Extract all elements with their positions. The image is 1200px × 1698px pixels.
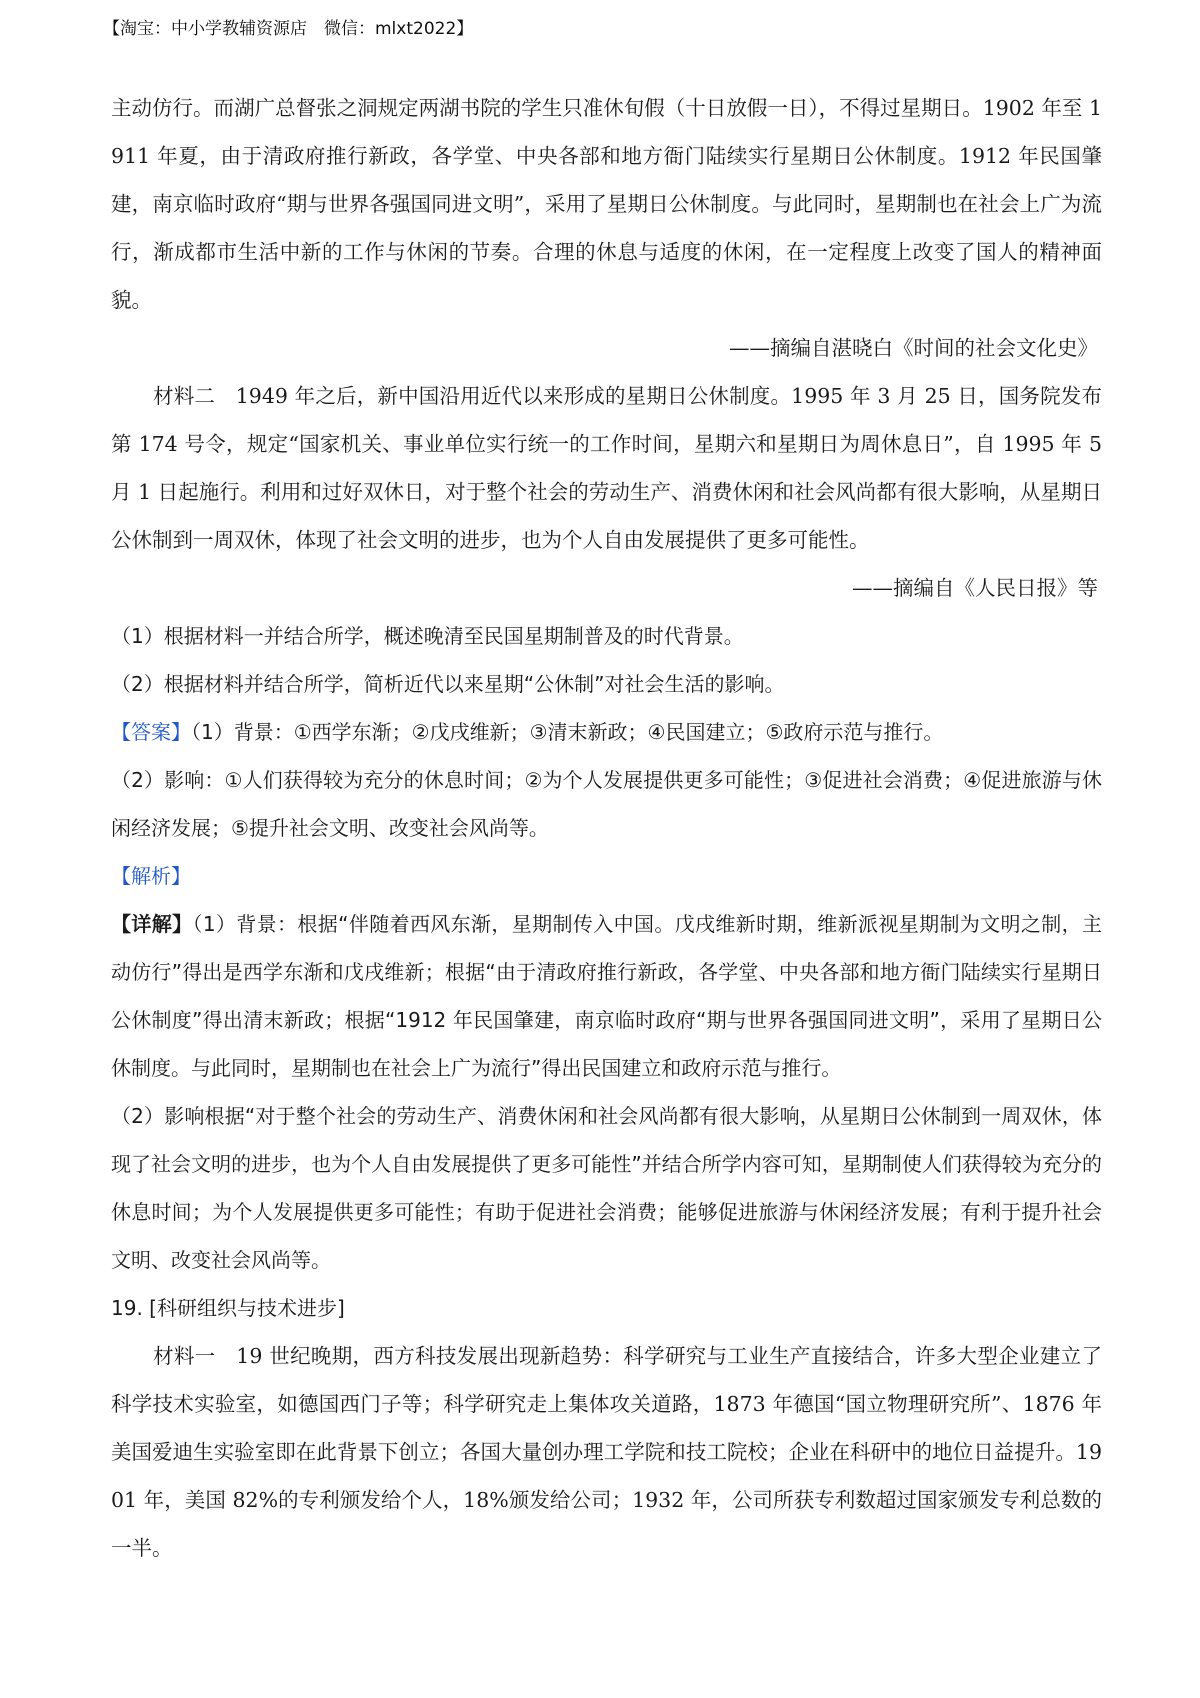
material-2: 材料二 1949 年之后，新中国沿用近代以来形成的星期日公休制度。1995 年 3 月 25 日，国务院发布第 174 号令，规定“国家机关、事业单位实行统一的工作时间，星期六和星期日为周休息日”，自 1995 年 5 月 1 日起施行。利用和过好双休日，对于整个社会的劳动生产、消费休闲和社会风尚都有很大影响，从星期日公休制到一周双休，体现了社会文明的进步，也为个人自由发展提供了更多可能性。 [111, 384, 1102, 552]
document-body [111, 84, 1102, 1572]
question-1: （1）根据材料一并结合所学，概述晚清至民国星期制普及的时代背景。 [111, 624, 744, 648]
answer-tag: 【答案】 [111, 720, 191, 744]
material-1-source: ——摘编自湛晓白《时间的社会文化史》 [729, 336, 1098, 360]
detail-2: （2）影响根据“对于整个社会的劳动生产、消费休闲和社会风尚都有很大影响，从星期日公休制到一周双休，体现了社会文明的进步，也为个人自由发展提供了更多可能性”并结合所学内容可知，星期制使人们获得较为充分的休息时间；为个人发展提供更多可能性；有助于促进社会消费；能够促进旅游与休闲经济发展；有利于提升社会文明、改变社会风尚等。 [111, 1104, 1102, 1272]
detail-tag: 【详解】 [111, 912, 193, 936]
question-2: （2）根据材料并结合所学，简析近代以来星期“公休制”对社会生活的影响。 [111, 672, 785, 696]
answer-1 [111, 708, 1102, 756]
question-19-title: 19. [科研组织与技术进步] [111, 1296, 345, 1320]
material-1-continued: 主动仿行。而湖广总督张之洞规定两湖书院的学生只准休旬假（十日放假一日），不得过星期日。1902 年至 1911 年夏，由于清政府推行新政，各学堂、中央各部和地方衙门陆续实行星期日公休制度。1912 年民国肇建，南京临时政府“期与世界各强国同进文明”，采用了星期日公休制度。与此同时，星期制也在社会上广为流行，渐成都市生活中新的工作与休闲的节奏。合理的休息与适度的休闲，在一定程度上改变了国人的精神面貌。 [111, 96, 1102, 312]
material-2-source: ——摘编自《人民日报》等 [852, 576, 1098, 600]
header-watermark: 【淘宝：中小学教辅资源店 微信：mlxt2022】 [103, 19, 474, 39]
detail-1-text: （1）背景：根据“伴随着西风东渐，星期制传入中国。戊戌维新时期，维新派视星期制为文明之制，主动仿行”得出是西学东渐和戊戌维新；根据“由于清政府推行新政，各学堂、中央各部和地方衙门陆续实行星期日公休制度”得出清末新政；根据“1912 年民国肇建，南京临时政府“期与世界各强国同进文明”，采用了星期日公休制度。与此同时，星期制也在社会上广为流行”得出民国建立和政府示范与推行。 [111, 912, 1102, 1080]
answer-1-text: （1）背景：①西学东渐；②戊戌维新；③清末新政；④民国建立；⑤政府示范与推行。 [191, 720, 944, 744]
question-19-material-1: 材料一 19 世纪晚期，西方科技发展出现新趋势：科学研究与工业生产直接结合，许多大型企业建立了科学技术实验室，如德国西门子等；科学研究走上集体攻关道路，1873 年德国“国立物理研究所”、1876 年美国爱迪生实验室即在此背景下创立；各国大量创办理工学院和技工院校；企业在科研中的地位日益提升。1901 年，美国 82%的专利颁发给个人，18%颁发给公司；1932 年，公司所获专利数超过国家颁发专利总数的一半。 [111, 1344, 1102, 1560]
answer-2: （2）影响：①人们获得较为充分的休息时间；②为个人发展提供更多可能性；③促进社会消费；④促进旅游与休闲经济发展；⑤提升社会文明、改变社会风尚等。 [111, 768, 1102, 840]
analysis-tag: 【解析】 [111, 864, 191, 888]
detail-1 [111, 900, 1102, 1092]
